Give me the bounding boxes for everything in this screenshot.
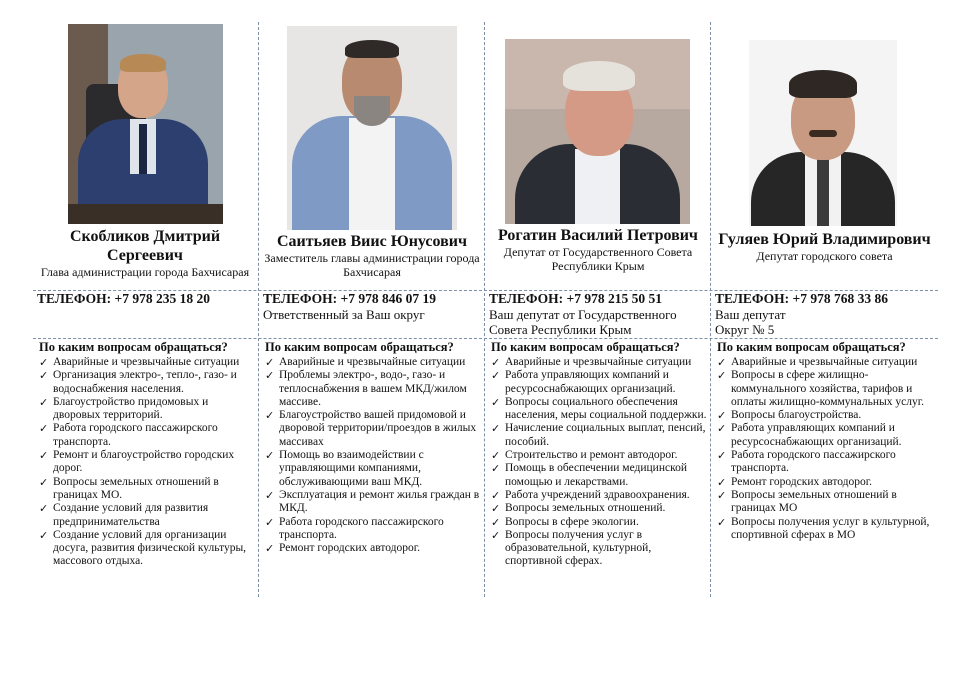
check-icon: ✓ <box>491 449 501 463</box>
list-item: ✓ Аварийные и чрезвычайные ситуации <box>717 356 918 369</box>
contact-name-4: Гуляев Юрий Владимирович <box>718 231 931 248</box>
questions-heading-2: По каким вопросам обращаться? <box>265 340 454 354</box>
check-icon: ✓ <box>491 369 501 383</box>
list-item: ✓ Строительство и ремонт автодорог. <box>491 449 678 463</box>
contact-role-1: Глава администрации города Бахчисарая <box>40 265 250 279</box>
row-divider <box>33 338 938 339</box>
list-item: ✓ Вопросы в сфере экологии. <box>491 515 639 529</box>
list-item: ✓ Вопросы получения услуг в культурной, спортивной сферах в МО <box>717 515 930 541</box>
contact-column-1 <box>33 22 257 597</box>
check-icon: ✓ <box>39 369 49 383</box>
contact-role-3: Депутат от Государственного Совета Республики Крым <box>503 245 693 273</box>
contact-name-1: Скобликов Дмитрий Сергеевич <box>69 228 221 264</box>
check-icon: ✓ <box>491 356 501 369</box>
phone-number-2[interactable]: ТЕЛЕФОН: +7 978 846 07 19 <box>263 291 436 306</box>
check-icon: ✓ <box>491 395 501 409</box>
questions-heading-1: По каким вопросам обращаться? <box>39 340 228 354</box>
list-item: ✓ Работа городского пассажирского транспорта. <box>265 515 444 541</box>
list-item: ✓ Благоустройство вашей придомовой и дворовой территории/проездов в жилых массивах <box>265 409 477 448</box>
check-icon: ✓ <box>491 502 501 516</box>
list-item: ✓ Вопросы получения услуг в образовательной, культурной, спортивной сферах. <box>491 528 652 568</box>
portrait-photo-1 <box>68 24 223 224</box>
contact-note-2: Ответственный за Ваш округ <box>263 307 425 322</box>
contact-column-4 <box>711 22 938 597</box>
contact-role-2: Заместитель главы администрации города Бахчисарая <box>264 251 480 279</box>
list-item: ✓ Аварийные и чрезвычайные ситуации <box>491 356 692 369</box>
column-divider <box>710 22 711 597</box>
contact-name-3: Рогатин Василий Петрович <box>498 227 698 244</box>
check-icon: ✓ <box>265 515 275 529</box>
check-icon: ✓ <box>39 422 49 436</box>
contact-note-4: Ваш депутат Округ № 5 <box>715 307 786 337</box>
list-item: ✓ Организация электро-, тепло-, газо- и водоснабжения населения. <box>39 369 237 395</box>
list-item: ✓ Вопросы в сфере жилищно-коммунального хозяйства, тарифов и оплаты жилищно-коммунальных услуг. <box>717 369 924 408</box>
check-icon: ✓ <box>39 475 49 489</box>
check-icon: ✓ <box>39 528 49 542</box>
contact-role-4: Депутат городского совета <box>756 249 893 263</box>
check-icon: ✓ <box>717 449 727 463</box>
check-icon: ✓ <box>491 528 501 542</box>
list-item: ✓ Начисление социальных выплат, пенсий, пособий. <box>491 422 706 448</box>
row-divider <box>33 290 938 291</box>
check-icon: ✓ <box>717 475 727 489</box>
portrait-photo-2 <box>287 26 457 230</box>
check-icon: ✓ <box>39 356 49 369</box>
list-item: ✓ Вопросы земельных отношений в границах МО <box>717 488 897 515</box>
list-item: ✓ Работа городского пассажирского транспорта. <box>39 422 218 448</box>
topics-list-2 <box>265 356 483 555</box>
contacts-sheet <box>33 22 938 600</box>
list-item: ✓ Вопросы земельных отношений в границах МО. <box>39 475 219 501</box>
check-icon: ✓ <box>265 369 275 383</box>
contact-column-2 <box>259 22 485 597</box>
check-icon: ✓ <box>265 542 275 556</box>
list-item: ✓ Благоустройство придомовых и дворовых территорий. <box>39 395 209 422</box>
check-icon: ✓ <box>717 409 727 423</box>
questions-heading-4: По каким вопросам обращаться? <box>717 340 906 354</box>
check-icon: ✓ <box>717 515 727 529</box>
list-item: ✓ Работа учреждений здравоохранения. <box>491 488 690 502</box>
check-icon: ✓ <box>265 488 275 502</box>
check-icon: ✓ <box>265 409 275 423</box>
list-item: ✓ Работа управляющих компаний и ресурсоснабжающих организаций. <box>491 369 676 395</box>
list-item: ✓ Аварийные и чрезвычайные ситуации <box>39 356 240 369</box>
check-icon: ✓ <box>265 449 275 463</box>
list-item: ✓ Помощь в обеспечении медицинской помощью и лекарствами. <box>491 462 687 488</box>
list-item: ✓ Создание условий для развития предпринимательства <box>39 502 209 528</box>
contact-name-2: Саитьяев Виис Юнусович <box>276 233 468 250</box>
column-divider <box>258 22 259 597</box>
contact-note-3: Ваш депутат от Государственного Совета Республики Крым <box>489 307 677 337</box>
check-icon: ✓ <box>265 356 275 369</box>
list-item: ✓ Работа управляющих компаний и ресурсоснабжающих организаций. <box>717 422 902 448</box>
list-item: ✓ Проблемы электро-, водо-, газо- и теплоснабжения в вашем МКД/жилом массиве. <box>265 369 467 408</box>
check-icon: ✓ <box>491 422 501 436</box>
list-item: ✓ Ремонт городских автодорог. <box>265 542 421 556</box>
check-icon: ✓ <box>39 395 49 409</box>
check-icon: ✓ <box>491 488 501 502</box>
list-item: ✓ Вопросы социального обеспечения населения, меры социальной поддержки. <box>491 395 707 422</box>
check-icon: ✓ <box>717 488 727 502</box>
check-icon: ✓ <box>491 515 501 529</box>
check-icon: ✓ <box>717 356 727 369</box>
topics-list-1 <box>39 356 255 569</box>
phone-number-3[interactable]: ТЕЛЕФОН: +7 978 215 50 51 <box>489 291 662 306</box>
list-item: ✓ Ремонт и благоустройство городских дорог. <box>39 449 235 475</box>
column-divider <box>484 22 485 597</box>
list-item: ✓ Создание условий для организации досуга, развития физической культуры, массового отдыха. <box>39 528 247 568</box>
portrait-photo-4 <box>749 40 897 226</box>
list-item: ✓ Ремонт городских автодорог. <box>717 475 873 489</box>
topics-list-3 <box>491 356 709 569</box>
topics-list-4 <box>717 356 936 542</box>
check-icon: ✓ <box>39 502 49 516</box>
portrait-photo-3 <box>505 39 690 224</box>
contact-column-3 <box>485 22 711 597</box>
list-item: ✓ Помощь во взаимодействии с управляющими компаниями, обслуживающими ваш МКД. <box>265 449 424 488</box>
check-icon: ✓ <box>491 462 501 476</box>
check-icon: ✓ <box>717 422 727 436</box>
check-icon: ✓ <box>39 449 49 463</box>
list-item: ✓ Работа городского пассажирского транспорта. <box>717 449 896 475</box>
list-item: ✓ Эксплуатация и ремонт жилья граждан в МКД. <box>265 488 480 515</box>
check-icon: ✓ <box>717 369 727 383</box>
phone-number-4[interactable]: ТЕЛЕФОН: +7 978 768 33 86 <box>715 291 888 306</box>
list-item: ✓ Аварийные и чрезвычайные ситуации <box>265 356 466 369</box>
phone-number-1[interactable]: ТЕЛЕФОН: +7 978 235 18 20 <box>37 291 210 306</box>
questions-heading-3: По каким вопросам обращаться? <box>491 340 680 354</box>
list-item: ✓ Вопросы земельных отношений. <box>491 502 666 516</box>
list-item: ✓ Вопросы благоустройства. <box>717 409 862 423</box>
